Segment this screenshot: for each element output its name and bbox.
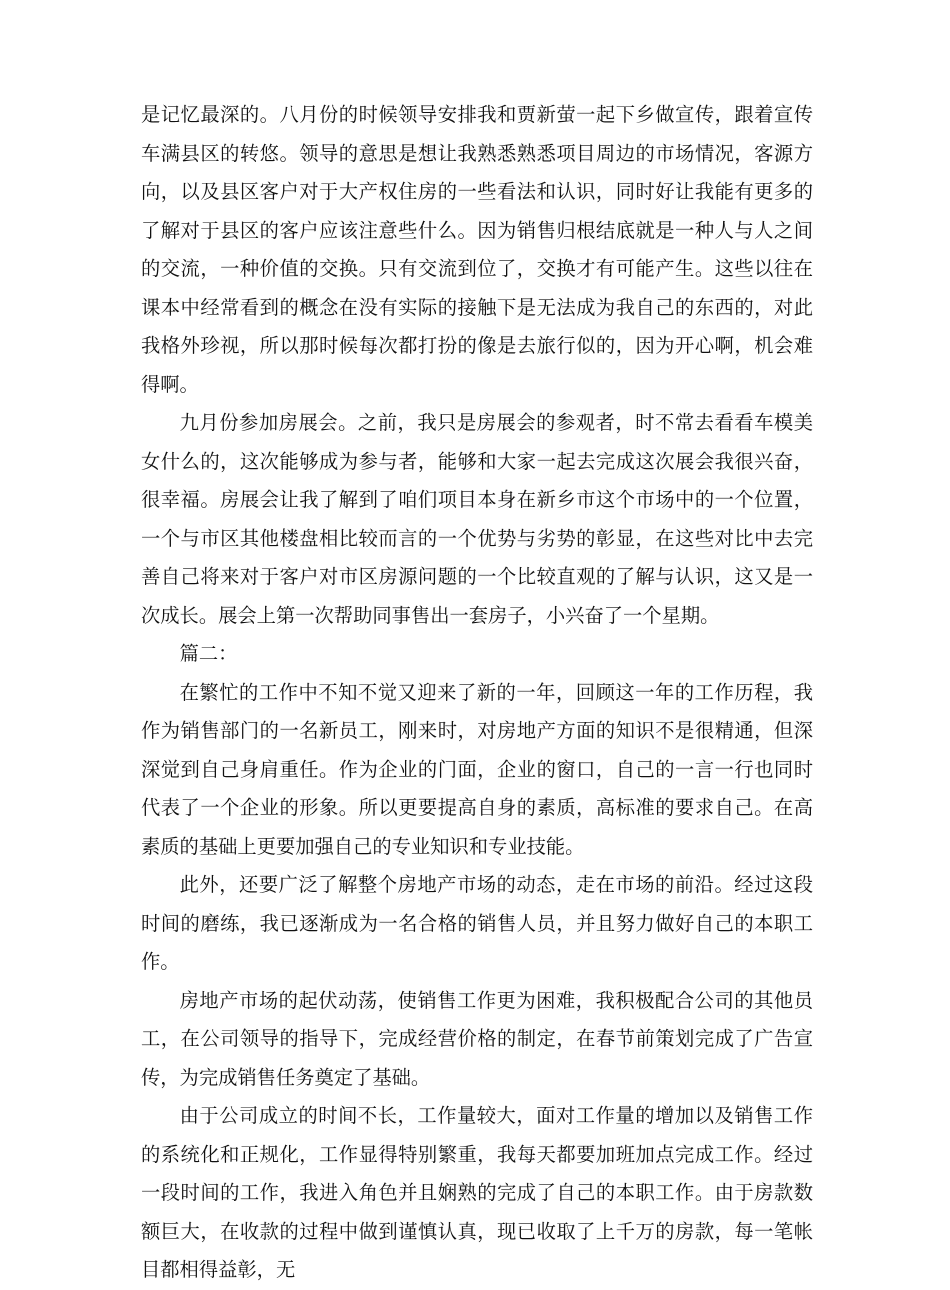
paragraph-3: 在繁忙的工作中不知不觉又迎来了新的一年，回顾这一年的工作历程，我作为销售部门的一名新员工，刚来时，对房地产方面的知识不是很精通，但深深觉到自己身肩重任。作为企业的门面，企业的窗口，自己的一言一行也同时代表了一个企业的形象。所以更要提高自身的素质，高标准的要求自己。在高素质的基础上更要加强自己的专业知识和专业技能。 [141,680,813,858]
paragraph-5: 房地产市场的起伏动荡，使销售工作更为困难，我积极配合公司的其他员工，在公司领导的指导下，完成经营价格的制定，在春节前策划完成了广告宣传，为完成销售任务奠定了基础。 [141,988,813,1089]
paragraph-2: 九月份参加房展会。之前，我只是房展会的参观者，时不常去看看车模美女什么的，这次能够成为参与者，能够和大家一起去完成这次展会我很兴奋，很幸福。房展会让我了解到了咱们项目本身在新乡市这个市场中的一个位置，一个与市区其他楼盘相比较而言的一个优势与劣势的彰显，在这些对比中去完善自己将来对于客户对市区房源问题的一个比较直观的了解与认识，这又是一次成长。展会上第一次帮助同事售出一套房子，小兴奋了一个星期。 [141,411,813,627]
paragraph-1: 是记忆最深的。八月份的时候领导安排我和贾新萤一起下乡做宣传，跟着宣传车满县区的转悠。领导的意思是想让我熟悉熟悉项目周边的市场情况，客源方向，以及县区客户对于大产权住房的一些看法和认识，同时好让我能有更多的了解对于县区的客户应该注意些什么。因为销售归根结底就是一种人与人之间的交流，一种价值的交换。只有交流到位了，交换才有可能产生。这些以往在课本中经常看到的概念在没有实际的接触下是无法成为我自己的东西的，对此我格外珍视，所以那时候每次都打扮的像是去旅行似的，因为开心啊，机会难得啊。 [141,103,813,396]
paragraph-6: 由于公司成立的时间不长，工作量较大，面对工作量的增加以及销售工作的系统化和正规化，工作显得特别繁重，我每天都要加班加点完成工作。经过一段时间的工作，我进入角色并且娴熟的完成了自己的本职工作。由于房款数额巨大，在收款的过程中做到谨慎认真，现已收取了上千万的房款，每一笔帐目都相得益彰，无 [141,1104,813,1281]
section-heading-part-two: 篇二： [179,642,238,665]
document-body [141,96,813,1290]
paragraph-4: 此外，还要广泛了解整个房地产市场的动态，走在市场的前沿。经过这段时间的磨练，我已逐渐成为一名合格的销售人员，并且努力做好自己的本职工作。 [141,873,813,973]
